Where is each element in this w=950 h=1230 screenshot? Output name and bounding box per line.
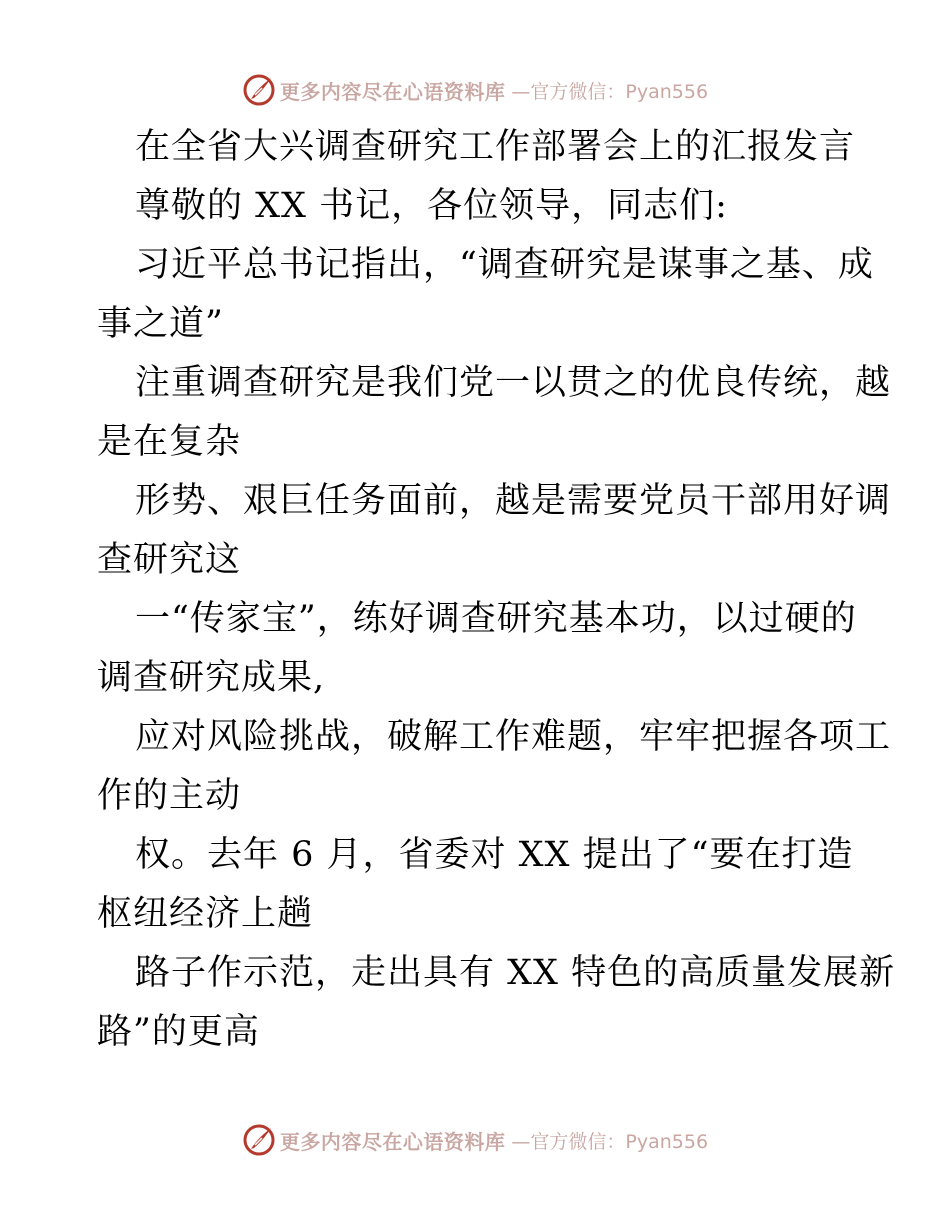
paragraph-line: 是在复杂 (97, 422, 242, 462)
paragraph-line: 事之道” (97, 304, 224, 344)
header-site-text: 更多内容尽在心语资料库 (279, 79, 506, 104)
header-contact-text: —官方微信：Pyan556 (511, 80, 709, 103)
paragraph-line: 查研究这 (97, 540, 242, 580)
footer-watermark (0, 1120, 950, 1160)
salutation: 尊敬的 XX 书记，各位领导，同志们: (135, 186, 728, 226)
paragraph-line: 枢纽经济上趟 (97, 894, 314, 934)
paragraph-line: 权。去年 6 月，省委对 XX 提出了“要在打造 (135, 835, 854, 875)
header-watermark (0, 70, 950, 110)
quill-logo-icon (242, 1123, 276, 1157)
paragraph-line: 作的主动 (97, 776, 242, 816)
paragraph-line: 应对风险挑战，破解工作难题，牢牢把握各项工 (135, 717, 892, 757)
paragraph-line: 形势、艰巨任务面前，越是需要党员干部用好调 (135, 481, 892, 521)
document-body (97, 118, 896, 1062)
paragraph-line: 注重调查研究是我们党一以贯之的优良传统，越 (135, 363, 892, 403)
footer-site-text: 更多内容尽在心语资料库 (279, 1129, 506, 1154)
paragraph-line: 路”的更高 (97, 1012, 260, 1052)
document-title: 在全省大兴调查研究工作部署会上的汇报发言 (135, 127, 856, 167)
paragraph-line: 一“传家宝”，练好调查研究基本功，以过硬的 (135, 599, 857, 639)
footer-contact-text: —官方微信：Pyan556 (511, 1130, 709, 1153)
quill-logo-icon (242, 73, 276, 107)
paragraph-line: 习近平总书记指出，“调查研究是谋事之基、成 (135, 245, 874, 285)
paragraph-line: 调查研究成果, (97, 658, 326, 698)
paragraph-line: 路子作示范，走出具有 XX 特色的高质量发展新 (135, 953, 896, 993)
